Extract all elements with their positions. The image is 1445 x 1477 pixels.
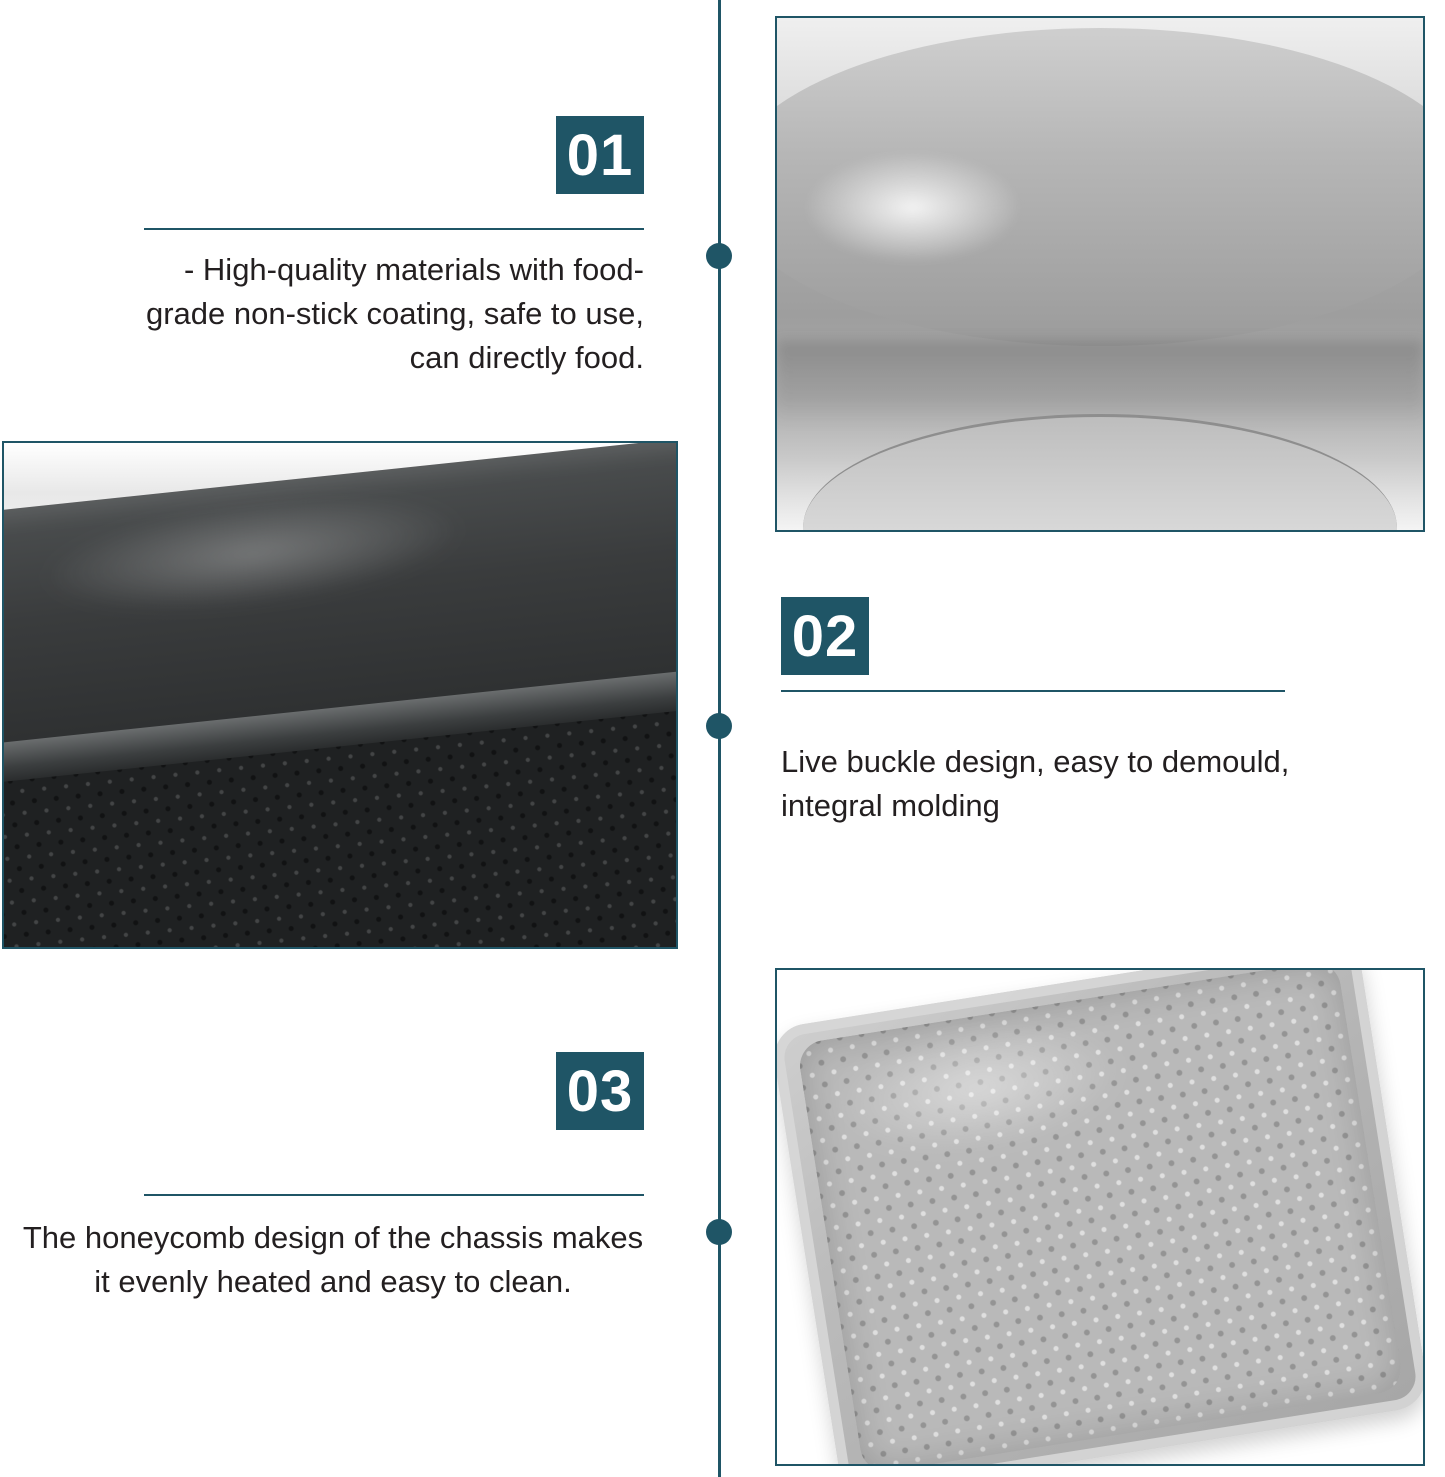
feature-number-badge-03: 03 <box>556 1052 644 1130</box>
pan-rim-photo <box>777 18 1423 530</box>
feature-image-03 <box>775 968 1425 1466</box>
timeline-dot-1 <box>706 243 732 269</box>
feature-image-01 <box>775 16 1425 532</box>
feature-image-02 <box>2 441 678 949</box>
pan-rim-shadow-band <box>777 341 1423 423</box>
tray-photo <box>777 970 1423 1464</box>
feature-text-02: Live buckle design, easy to demould, integral molding <box>781 744 1290 824</box>
pan-rim-highlight <box>803 151 1023 264</box>
feature-number-badge-01: 01 <box>556 116 644 194</box>
feature-divider-03 <box>144 1194 644 1196</box>
feature-text-03: The honeycomb design of the chassis makes it evenly heated and easy to clean. <box>22 1220 644 1300</box>
timeline-dot-2 <box>706 713 732 739</box>
timeline-dot-3 <box>706 1219 732 1245</box>
feature-divider-02 <box>781 690 1285 692</box>
dark-pan-photo <box>4 443 676 947</box>
feature-number-badge-02: 02 <box>781 597 869 675</box>
feature-divider-01 <box>144 228 644 230</box>
feature-text-01: - High-quality materials with food-grade non-stick coating, safe to use, can directly food. <box>145 252 644 376</box>
tray-body <box>775 968 1425 1466</box>
